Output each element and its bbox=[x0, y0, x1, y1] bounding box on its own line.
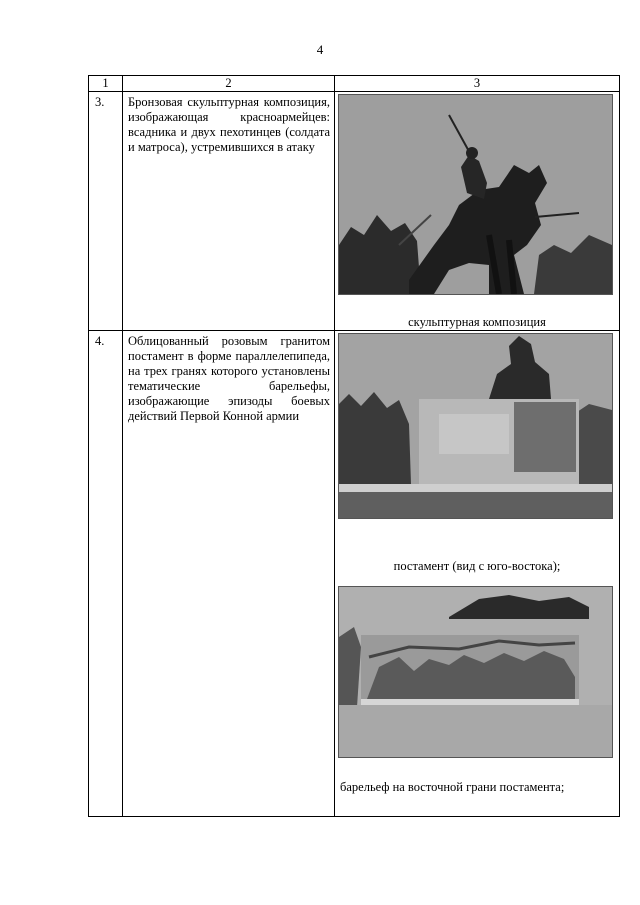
table-header-row bbox=[89, 76, 620, 92]
bas-relief-image bbox=[339, 587, 612, 757]
photo-caption: барельеф на восточной грани постамента; bbox=[340, 780, 565, 794]
sculpture-photo bbox=[338, 94, 613, 295]
photo-caption: скульптурная композиция bbox=[408, 315, 546, 329]
bas-relief-photo bbox=[338, 586, 613, 758]
column-header-2: 2 bbox=[123, 76, 335, 92]
pedestal-photo bbox=[338, 333, 613, 519]
row-number: 3. bbox=[89, 92, 123, 331]
table-row bbox=[89, 92, 620, 331]
row-description bbox=[123, 331, 335, 817]
photo-cell bbox=[335, 92, 620, 331]
pedestal-image bbox=[339, 334, 612, 518]
monument-table bbox=[88, 75, 620, 817]
page-number: 4 bbox=[316, 42, 324, 57]
row-number: 4. bbox=[89, 331, 123, 817]
row-description bbox=[123, 92, 335, 331]
description-text: Бронзовая скульптурная композиция, изображающая красноармейцев: всадника и двух пехотинцев (солдата и матроса), устремившихся в атаку bbox=[128, 95, 330, 154]
sculpture-image bbox=[339, 95, 612, 294]
table-row bbox=[89, 331, 620, 817]
photo-cell bbox=[335, 331, 620, 817]
column-header-3: 3 bbox=[335, 76, 620, 92]
description-text: Облицованный розовым гранитом постамент в форме параллелепипеда, на трех гранях которого установлены тематические барельефы, изображающие эпизоды боевых действий Первой Конной армии bbox=[128, 334, 330, 423]
column-header-1: 1 bbox=[89, 76, 123, 92]
photo-caption: постамент (вид с юго-востока); bbox=[393, 559, 561, 573]
